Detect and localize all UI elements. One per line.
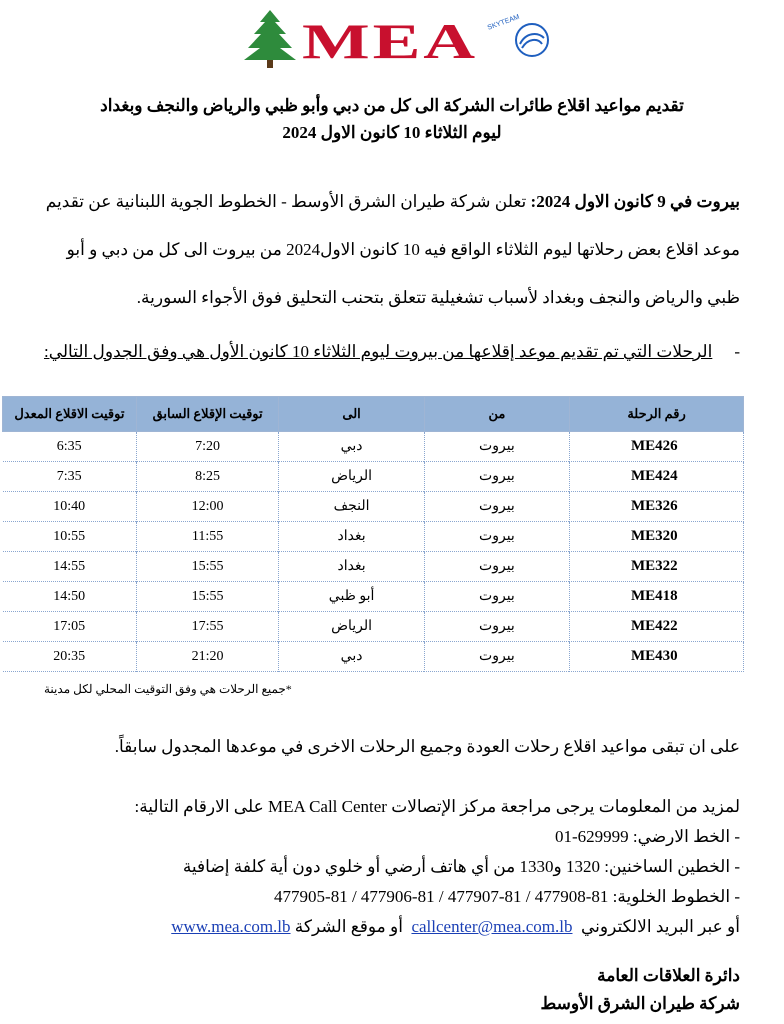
announcement-title: [60, 92, 724, 146]
flight-number-cell: [570, 612, 744, 642]
previous-time-cell: 11:55: [136, 522, 279, 552]
from-cell: بيروت: [424, 462, 569, 492]
table-header-row: [3, 397, 744, 432]
title-line-2: ليوم الثلاثاء 10 كانون الاول 2024: [282, 123, 502, 142]
new-time-cell: 10:55: [3, 522, 137, 552]
previous-time-cell: 21:20: [136, 642, 279, 672]
to-cell: أبو ظبي: [279, 582, 424, 612]
mea-logo: [240, 8, 550, 70]
new-time-cell: 10:40: [3, 492, 137, 522]
flight-number-cell: [570, 552, 744, 582]
flight-number: ME424: [631, 468, 678, 484]
signature-department: دائرة العلاقات العامة: [597, 966, 740, 985]
new-time-cell: 14:50: [3, 582, 137, 612]
website-link[interactable]: www.mea.com.lb: [171, 917, 291, 936]
flight-number-cell: [570, 642, 744, 672]
header-to: الى: [279, 397, 424, 432]
previous-time-cell: 8:25: [136, 462, 279, 492]
mobile-lines: - الخطوط الخلوية: 81-477908 / 81-477907 / 81-477906 / 81-477905: [274, 887, 740, 906]
from-cell: بيروت: [424, 642, 569, 672]
table-row: [3, 612, 744, 642]
previous-time-cell: 12:00: [136, 492, 279, 522]
new-time-cell: 17:05: [3, 612, 137, 642]
skyteam-label: SKYTEAM: [486, 13, 521, 32]
flight-number-cell: [570, 462, 744, 492]
previous-time-cell: 7:20: [136, 432, 279, 462]
website-prefix: أو موقع الشركة: [294, 917, 403, 936]
previous-time-cell: 15:55: [136, 582, 279, 612]
to-cell: دبي: [279, 432, 424, 462]
signature: [44, 962, 740, 1018]
mea-wordmark: MEA: [302, 13, 478, 69]
email-website-line: [44, 912, 740, 942]
flight-number-cell: [570, 492, 744, 522]
from-cell: بيروت: [424, 552, 569, 582]
cedar-icon: [244, 10, 296, 68]
header-new-time: توقيت الاقلاع المعدل: [3, 397, 137, 432]
from-cell: بيروت: [424, 432, 569, 462]
title-line-1: تقديم مواعيد اقلاع طائرات الشركة الى كل من دبي وأبو ظبي والرياض والنجف وبغداد: [100, 96, 684, 115]
flight-number-cell: [570, 582, 744, 612]
table-row: [3, 522, 744, 552]
to-cell: دبي: [279, 642, 424, 672]
header-from: من: [424, 397, 569, 432]
flight-number: ME422: [631, 618, 678, 634]
local-time-note-text: *جميع الرحلات هي وفق التوقيت المحلي لكل مدينة: [44, 682, 292, 696]
dateline: بيروت في 9 كانون الاول 2024:: [530, 192, 740, 211]
new-time-cell: 7:35: [3, 462, 137, 492]
local-time-note: [44, 682, 740, 697]
flight-number: ME326: [631, 498, 678, 514]
flight-number: ME426: [631, 438, 678, 454]
flight-number-cell: [570, 522, 744, 552]
table-row: [3, 642, 744, 672]
bullet-dash: -: [734, 342, 740, 361]
to-cell: الرياض: [279, 612, 424, 642]
header-previous-time: توقيت الإقلاع السابق: [136, 397, 279, 432]
landline: - الخط الارضي: 629999-01: [554, 827, 740, 846]
return-flights-note: على ان تبقى مواعيد اقلاع رحلات العودة وجميع الرحلات الاخرى في موعدها المجدول سابقاً.: [114, 737, 740, 756]
hotlines: - الخطين الساخنين: 1320 و1330 من أي هاتف أرضي أو خلوي دون أية كلفة إضافية: [182, 857, 740, 876]
flight-number-cell: [570, 432, 744, 462]
from-cell: بيروت: [424, 582, 569, 612]
email-prefix: أو عبر البريد الالكتروني: [580, 917, 740, 936]
table-row: [3, 462, 744, 492]
table-row: [3, 492, 744, 522]
table-intro-bullet: [44, 338, 740, 366]
new-time-cell: 14:55: [3, 552, 137, 582]
flight-number: ME430: [631, 648, 678, 664]
new-time-cell: 6:35: [3, 432, 137, 462]
skyteam-icon: [516, 24, 548, 56]
to-cell: النجف: [279, 492, 424, 522]
table-row: [3, 552, 744, 582]
to-cell: بغداد: [279, 522, 424, 552]
from-cell: بيروت: [424, 492, 569, 522]
from-cell: بيروت: [424, 612, 569, 642]
email-link[interactable]: callcenter@mea.com.lb: [411, 917, 573, 936]
contact-section: [44, 792, 740, 942]
intro-paragraph: [44, 178, 740, 322]
bullet-text: الرحلات التي تم تقديم موعد إقلاعها من بيروت ليوم الثلاثاء 10 كانون الأول هي وفق الجدول التالي:: [43, 342, 713, 361]
flight-number: ME322: [631, 558, 678, 574]
contact-intro: لمزيد من المعلومات يرجى مراجعة مركز الإتصالات MEA Call Center على الارقام التالية:: [134, 797, 740, 816]
intro-body: تعلن شركة طيران الشرق الأوسط - الخطوط الجوية اللبنانية عن تقديم موعد اقلاع بعض رحلاتها ليوم الثلاثاء الواقع فيه 10 كانون الاول2024 من بيروت الى كل من دبي و أبو ظبي والرياض والنجف وبغداد لأسباب تشغيلية تتعلق بتحنب التحليق فوق الأجواء السورية.: [45, 192, 740, 307]
to-cell: الرياض: [279, 462, 424, 492]
header-flight-number: رقم الرحلة: [570, 397, 744, 432]
table-row: [3, 432, 744, 462]
flight-number: ME320: [631, 528, 678, 544]
table-row: [3, 582, 744, 612]
new-time-cell: 20:35: [3, 642, 137, 672]
to-cell: بغداد: [279, 552, 424, 582]
flights-table: [2, 396, 744, 672]
flight-number: ME418: [631, 588, 678, 604]
from-cell: بيروت: [424, 522, 569, 552]
signature-company: شركة طيران الشرق الأوسط: [540, 994, 740, 1013]
previous-time-cell: 15:55: [136, 552, 279, 582]
previous-time-cell: 17:55: [136, 612, 279, 642]
